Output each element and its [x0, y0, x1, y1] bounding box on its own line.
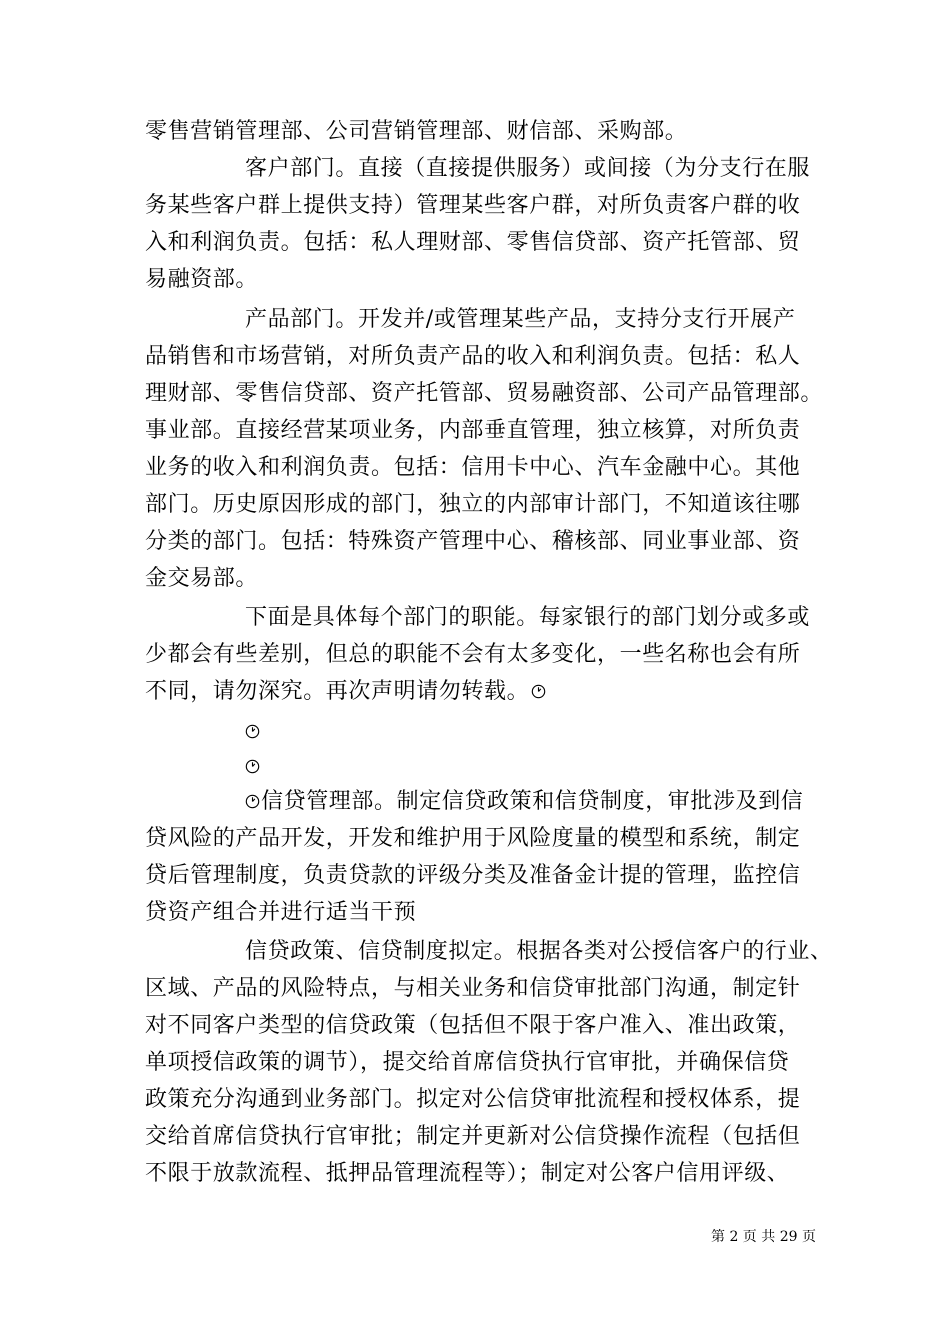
text-line: 产品部门。开发并/或管理某些产品，支持分支行开展产 [245, 307, 796, 332]
text-line: 区域、产品的风险特点，与相关业务和信贷审批部门沟通，制定针 [145, 976, 801, 1001]
clock-icon [531, 684, 546, 699]
text-line: 金交易部。 [145, 566, 259, 591]
text-line: 单项授信政策的调节），提交给首席信贷执行官审批，并确保信贷 [145, 1050, 790, 1075]
text-line: 不限于放款流程、抵押品管理流程等）；制定对公客户信用评级、 [145, 1161, 790, 1186]
text-line: 下面是具体每个部门的职能。每家银行的部门划分或多或 [245, 605, 811, 630]
text-line: 贷后管理制度，负责贷款的评级分类及准备金计提的管理，监控信 [145, 863, 801, 888]
text-line: 政策充分沟通到业务部门。拟定对公信贷审批流程和授权体系，提 [145, 1087, 801, 1112]
text-line: 分类的部门。包括：特殊资产管理中心、稽核部、同业事业部、资 [145, 529, 801, 554]
text-line: 零售营销管理部、公司营销管理部、财信部、采购部。 [145, 119, 688, 144]
text-line-with-icon [245, 787, 803, 817]
text-line: 客户部门。直接（直接提供服务）或间接（为分支行在服 [245, 156, 811, 181]
text-line-with-icon [245, 717, 260, 747]
text-line: 事业部。直接经营某项业务，内部垂直管理，独立核算，对所负责 [145, 418, 801, 443]
text-line: 品销售和市场营销，对所负责产品的收入和利润负责。包括：私人 [145, 344, 801, 369]
text-line: 少都会有些差别，但总的职能不会有太多变化，一些名称也会有所 [145, 642, 801, 667]
text-line: 易融资部。 [145, 267, 259, 292]
text-line: 务某些客户群上提供支持）管理某些客户群，对所负责客户群的收 [145, 193, 801, 218]
text-line: 入和利润负责。包括：私人理财部、零售信贷部、资产托管部、贸 [145, 230, 801, 255]
text-line: 信贷政策、信贷制度拟定。根据各类对公授信客户的行业、 [245, 939, 833, 964]
text-line: 信贷管理部。制定信贷政策和信贷制度，审批涉及到信 [261, 789, 804, 814]
text-line: 部门。历史原因形成的部门，独立的内部审计部门，不知道该往哪 [145, 492, 801, 517]
clock-icon [245, 724, 260, 739]
text-line: 贷资产组合并进行适当干预 [145, 900, 417, 925]
text-line-with-icon [245, 752, 260, 782]
clock-icon [245, 759, 260, 774]
text-line: 交给首席信贷执行官审批；制定并更新对公信贷操作流程（包括但 [145, 1124, 801, 1149]
text-line-with-icon [145, 677, 546, 707]
text-line: 业务的收入和利润负责。包括：信用卡中心、汽车金融中心。其他 [145, 455, 801, 480]
page-number: 第 2 页 共 29 页 [711, 1229, 816, 1245]
clock-icon [245, 794, 260, 809]
text-line: 理财部、零售信贷部、资产托管部、贸易融资部、公司产品管理部。 [145, 381, 824, 406]
text-line: 贷风险的产品开发，开发和维护用于风险度量的模型和系统，制定 [145, 826, 801, 851]
text-line: 不同，请勿深究。再次声明请勿转载。 [145, 679, 530, 704]
text-line: 对不同客户类型的信贷政策（包括但不限于客户准入、准出政策， [145, 1013, 801, 1038]
